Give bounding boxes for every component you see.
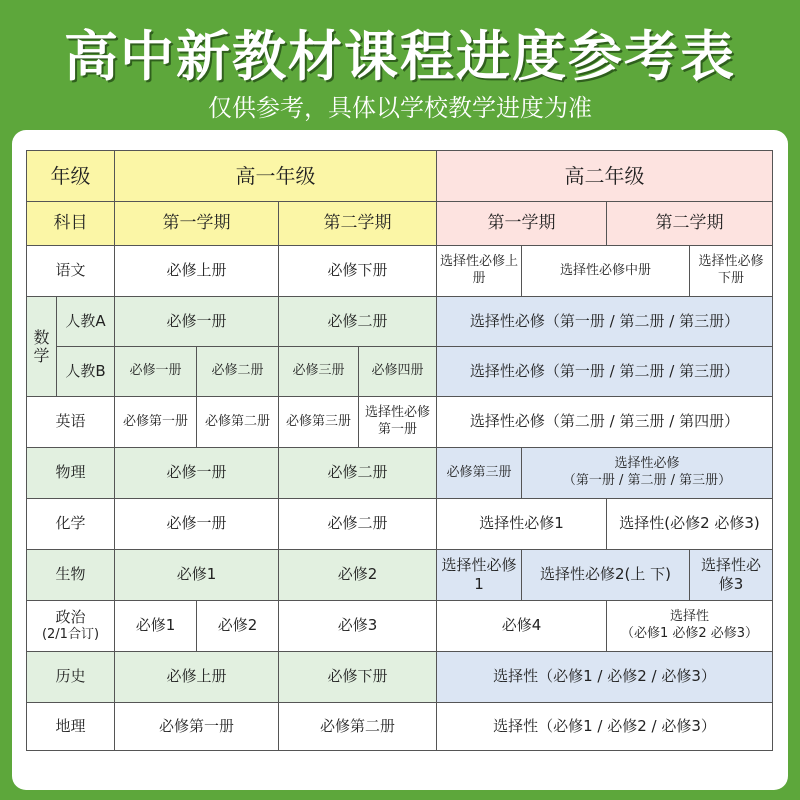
math-version-a: 人教A: [57, 297, 115, 347]
table-cell: 选择性必修1: [437, 550, 522, 601]
table-row: [27, 652, 773, 703]
subject-biology: 生物: [27, 550, 115, 601]
subject-history: 历史: [27, 652, 115, 703]
table-cell: 选择性（必修1 / 必修2 / 必修3）: [437, 652, 773, 703]
table-row: [27, 347, 773, 397]
subject-label: 科目: [27, 202, 115, 246]
table-cell: 选择性（必修1 / 必修2 / 必修3）: [437, 703, 773, 751]
table-cell: 必修四册: [359, 347, 437, 397]
table-cell: 选择性必修2(上 下): [522, 550, 690, 601]
table-cell: 必修下册: [279, 652, 437, 703]
table-row: [27, 397, 773, 448]
table-row: [27, 202, 773, 246]
table-row: [27, 703, 773, 751]
table-cell: 必修一册: [115, 297, 279, 347]
table-cell: 选择性必修第一册: [359, 397, 437, 448]
table-cell: 必修一册: [115, 448, 279, 499]
table-cell: 必修第一册: [115, 397, 197, 448]
subject-english: 英语: [27, 397, 115, 448]
table-cell: [522, 448, 773, 499]
table-cell-line: （第一册 / 第二册 / 第三册）: [562, 473, 732, 488]
table-cell: 必修下册: [279, 246, 437, 297]
g1-term1-header: 第一学期: [115, 202, 279, 246]
table-row: [27, 297, 773, 347]
table-cell: 必修二册: [279, 448, 437, 499]
table-row: [27, 151, 773, 202]
table-cell: 必修二册: [279, 499, 437, 550]
subject-geography: 地理: [27, 703, 115, 751]
table-cell: 选择性(必修2 必修3): [607, 499, 773, 550]
subject-politics-note: (2/1合订): [41, 627, 100, 643]
table-cell: 必修2: [279, 550, 437, 601]
table-cell: 选择性必修（第二册 / 第三册 / 第四册）: [437, 397, 773, 448]
table-cell: 必修一册: [115, 499, 279, 550]
table-cell: 必修第一册: [115, 703, 279, 751]
g2-term2-header: 第二学期: [607, 202, 773, 246]
table-cell: 选择性必修1: [437, 499, 607, 550]
table-cell: 必修上册: [115, 246, 279, 297]
table-cell: 选择性必修3: [690, 550, 773, 601]
subject-physics: 物理: [27, 448, 115, 499]
subject-politics: [27, 601, 115, 652]
table-cell: 必修三册: [279, 347, 359, 397]
math-version-b: 人教B: [57, 347, 115, 397]
grade1-header: 高一年级: [115, 151, 437, 202]
subject-chemistry: 化学: [27, 499, 115, 550]
table-row: [27, 448, 773, 499]
table-row: [27, 550, 773, 601]
table-cell-line: 选择性: [669, 609, 709, 625]
table-cell: 选择性必修（第一册 / 第二册 / 第三册）: [437, 347, 773, 397]
grade-label: 年级: [27, 151, 115, 202]
table-cell: 选择性必修上册: [437, 246, 522, 297]
curriculum-table: [26, 150, 773, 751]
table-cell: 选择性必修（第一册 / 第二册 / 第三册）: [437, 297, 773, 347]
table-cell: 必修一册: [115, 347, 197, 397]
page-subtitle: 仅供参考，具体以学校教学进度为准: [208, 94, 592, 122]
table-cell: 必修1: [115, 550, 279, 601]
table-cell: 选择性必修中册: [522, 246, 690, 297]
subject-math: 数学: [27, 297, 57, 397]
table-cell: 必修第二册: [279, 703, 437, 751]
subject-politics-name: 政治: [55, 607, 86, 626]
table-cell: 必修1: [115, 601, 197, 652]
subject-yuwen: 语文: [27, 246, 115, 297]
g1-term2-header: 第二学期: [279, 202, 437, 246]
table-row: [27, 499, 773, 550]
table-cell: [607, 601, 773, 652]
table-row: [27, 601, 773, 652]
table-cell: 必修第三册: [279, 397, 359, 448]
table-cell: 必修2: [197, 601, 279, 652]
table-cell: 必修3: [279, 601, 437, 652]
table-cell: 必修二册: [279, 297, 437, 347]
table-cell: 必修第二册: [197, 397, 279, 448]
table-cell: 必修上册: [115, 652, 279, 703]
table-cell: 必修二册: [197, 347, 279, 397]
grade2-header: 高二年级: [437, 151, 773, 202]
table-cell: 选择性必修下册: [690, 246, 773, 297]
table-row: [27, 246, 773, 297]
table-cell-line: （必修1 必修2 必修3）: [620, 626, 759, 641]
g2-term1-header: 第一学期: [437, 202, 607, 246]
page-title: 高中新教材课程进度参考表: [64, 25, 736, 88]
table-cell: 必修4: [437, 601, 607, 652]
table-cell: 必修第三册: [437, 448, 522, 499]
table-cell-line: 选择性必修: [614, 456, 680, 472]
